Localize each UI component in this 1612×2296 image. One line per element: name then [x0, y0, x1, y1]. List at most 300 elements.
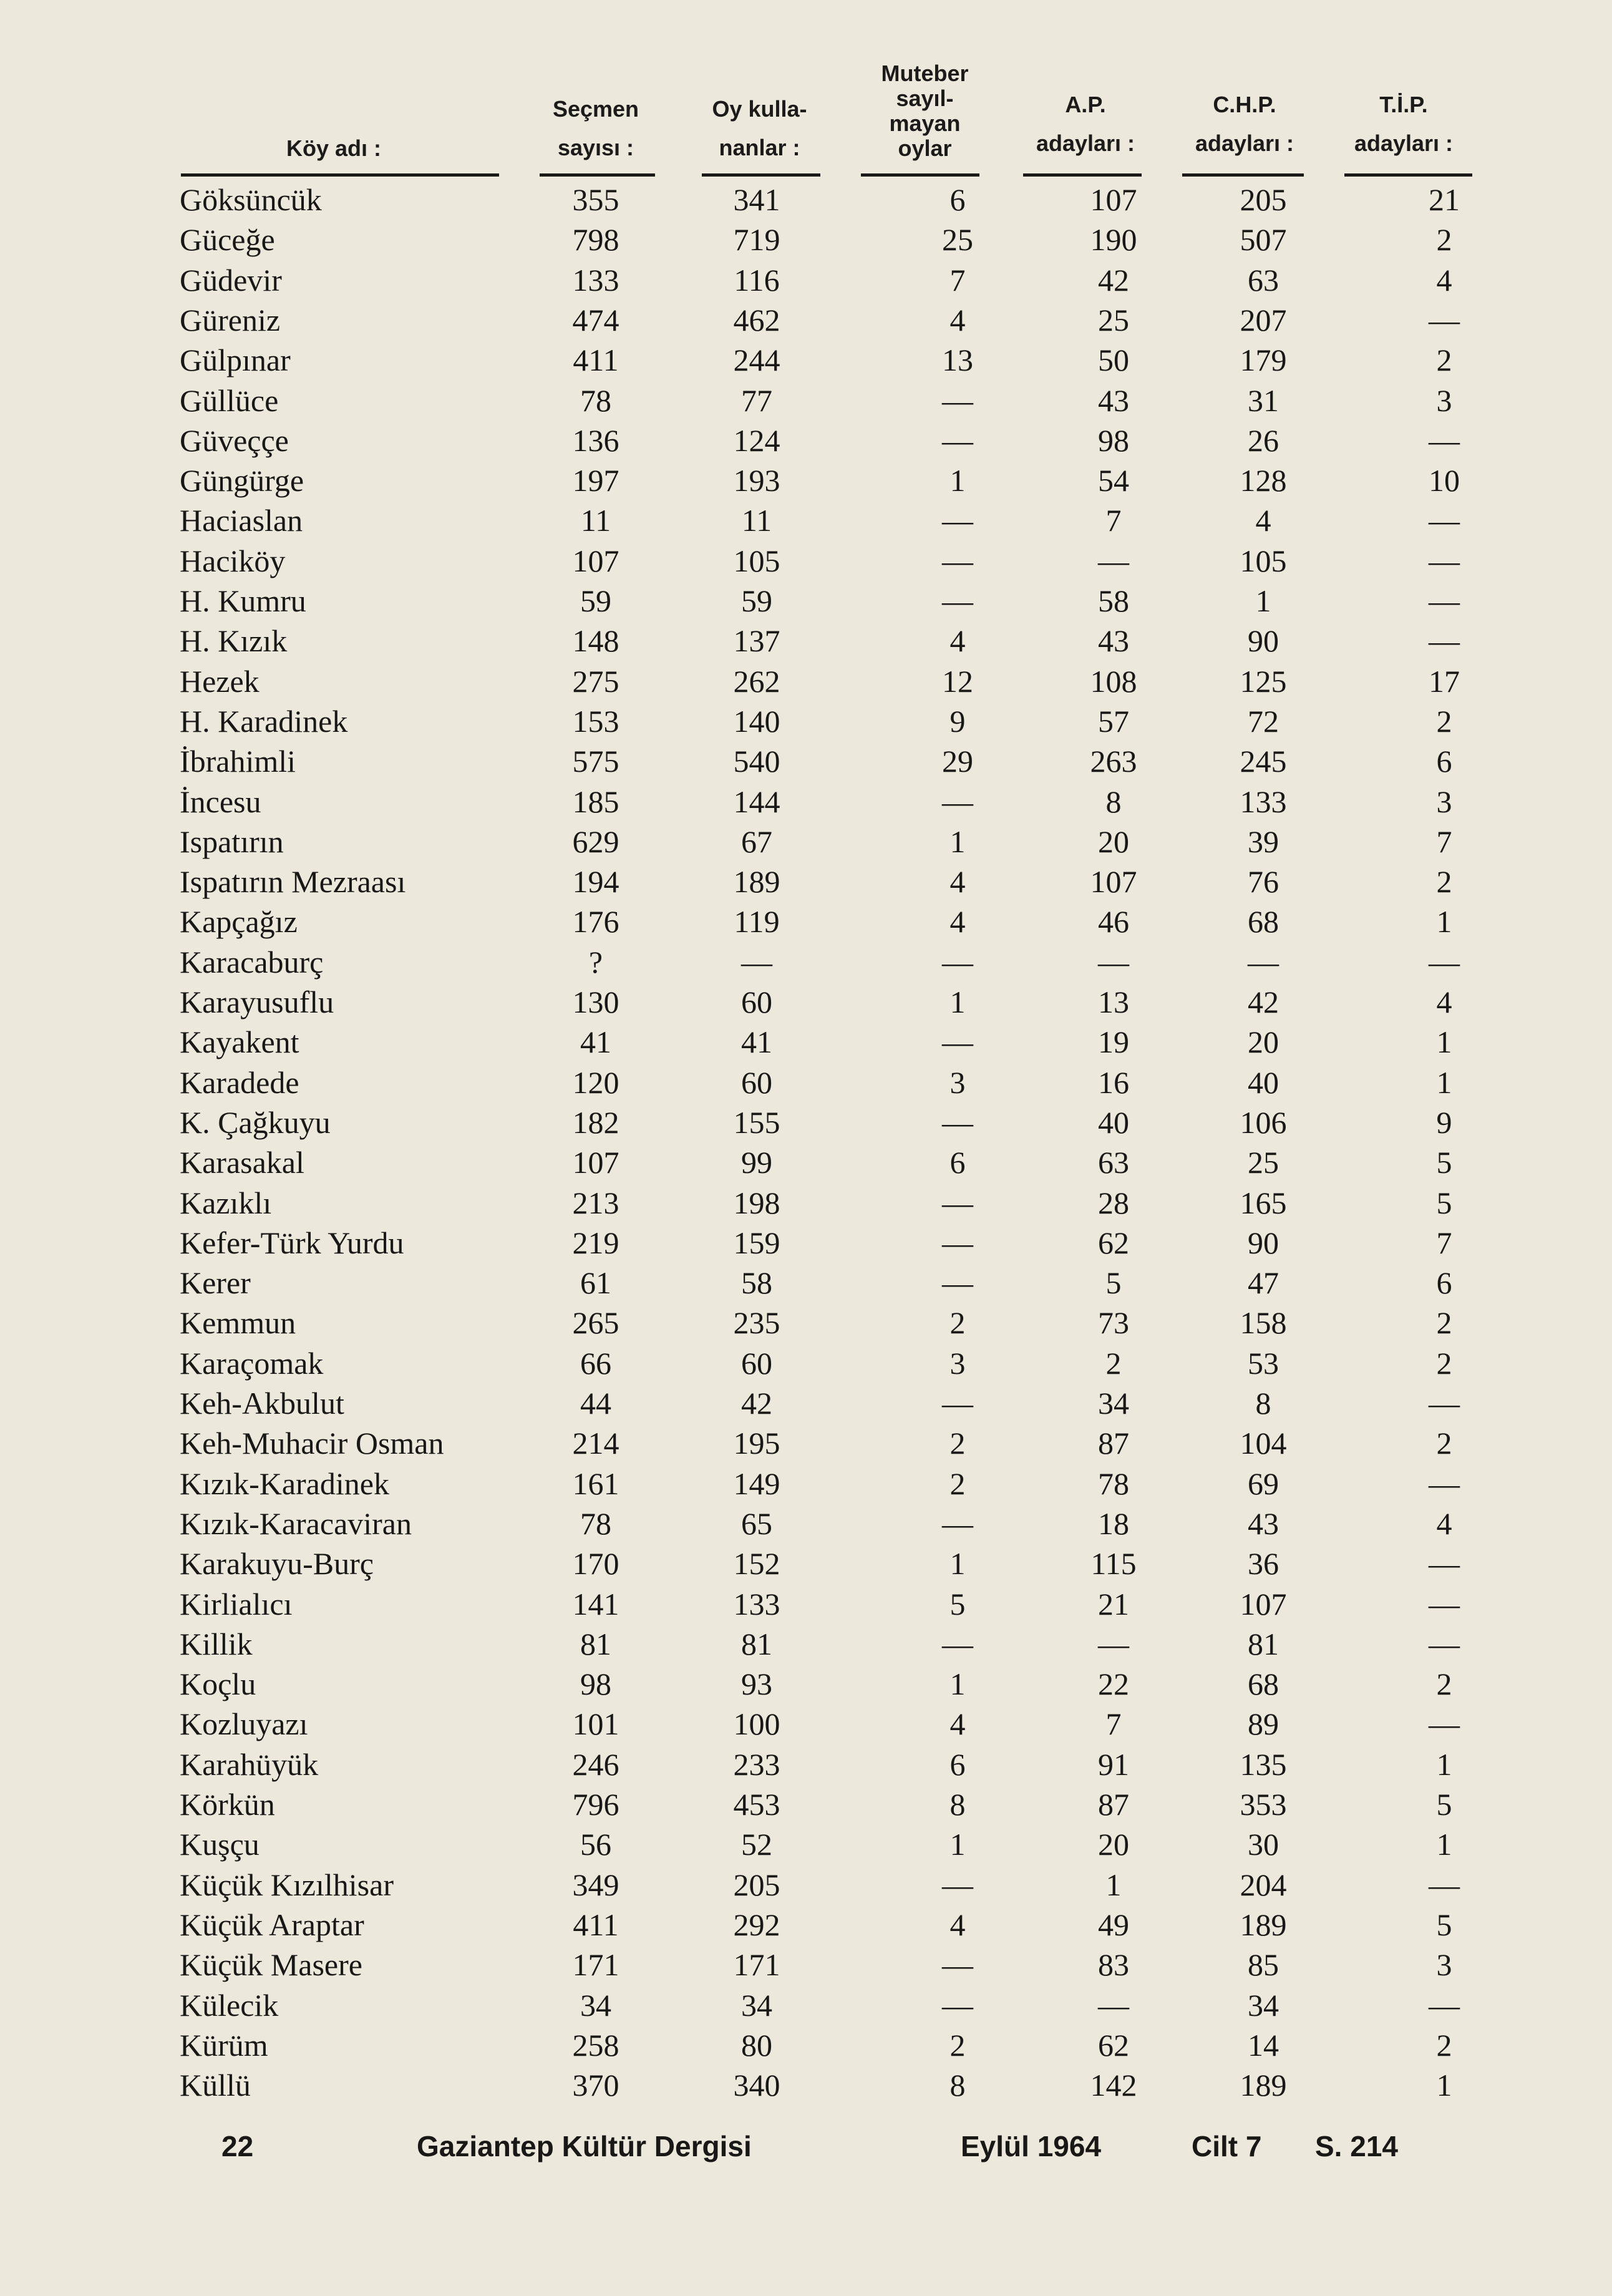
ap-votes: 5 [1105, 1265, 1122, 1301]
voted-count: 93 [741, 1666, 772, 1702]
village-name: Kefer-Türk Yurdu [180, 1225, 404, 1260]
volume-number: Cilt 7 [1192, 2130, 1262, 2162]
tip-votes: 4 [1436, 985, 1452, 1019]
chp-votes: 104 [1240, 1426, 1287, 1461]
voters-count: 78 [580, 1506, 611, 1541]
header-voters: Seçmen sayısı : [552, 96, 639, 160]
invalid-votes: — [942, 543, 973, 578]
tip-votes: — [1429, 302, 1460, 338]
voted-count: 193 [733, 463, 780, 499]
village-name: Ispatırın [180, 824, 284, 859]
voted-count: 58 [741, 1265, 772, 1301]
invalid-votes: — [942, 1024, 973, 1060]
chp-votes: 8 [1255, 1386, 1271, 1421]
voters-count: 355 [572, 182, 619, 217]
voted-count: 189 [733, 864, 780, 900]
table-row [0, 381, 1612, 421]
ap-votes: 16 [1098, 1064, 1129, 1100]
table-row [0, 1865, 1612, 1905]
voted-count: 60 [741, 985, 772, 1019]
voters-count: 258 [572, 2027, 619, 2063]
village-name: Güceğe [180, 222, 275, 258]
voted-count: 77 [741, 382, 772, 418]
chp-votes: 205 [1240, 182, 1287, 217]
voters-count: 78 [580, 382, 611, 418]
table-row [0, 1102, 1612, 1142]
ap-votes: 57 [1098, 703, 1129, 739]
invalid-votes: — [942, 944, 973, 980]
ap-votes: 115 [1090, 1546, 1137, 1582]
village-name: Külecik [180, 1987, 279, 2023]
voters-count: 161 [572, 1466, 619, 1501]
tip-votes: — [1429, 944, 1460, 980]
invalid-votes: 1 [949, 1827, 966, 1862]
chp-votes: 125 [1240, 663, 1287, 699]
table-row [0, 1584, 1612, 1624]
voted-count: 11 [741, 503, 772, 538]
table-row [0, 1664, 1612, 1704]
voted-count: 137 [733, 623, 780, 659]
table-row [0, 1945, 1612, 1985]
ap-votes: 108 [1090, 663, 1137, 699]
voted-count: 80 [741, 2027, 772, 2063]
issue-date: Eylül 1964 [961, 2130, 1102, 2162]
chp-votes: 81 [1248, 1626, 1279, 1661]
voted-count: 100 [733, 1706, 780, 1742]
tip-votes: 2 [1436, 1305, 1452, 1341]
chp-votes: 90 [1248, 1225, 1279, 1260]
voters-count: 349 [572, 1867, 619, 1902]
chp-votes: 85 [1248, 1947, 1279, 1983]
invalid-votes: 5 [949, 1586, 966, 1622]
tip-votes: 5 [1436, 1787, 1452, 1822]
voted-count: 159 [733, 1225, 780, 1260]
tip-votes: 6 [1436, 744, 1452, 779]
tip-votes: — [1429, 503, 1460, 538]
village-name: Karaçomak [180, 1345, 324, 1381]
journal-name: Gaziantep Kültür Dergisi [417, 2130, 752, 2162]
tip-votes: — [1429, 1546, 1460, 1582]
table-row [0, 1343, 1612, 1383]
table-row [0, 541, 1612, 581]
village-name: Kürüm [180, 2027, 268, 2063]
voted-count: 81 [741, 1626, 772, 1661]
header-rule-tip [1344, 173, 1472, 177]
header-village: Köy adı : [286, 135, 381, 161]
table-row [0, 1142, 1612, 1182]
ap-votes: 1 [1105, 1867, 1122, 1902]
voters-count: 59 [580, 583, 611, 618]
tip-votes: 3 [1436, 382, 1452, 418]
chp-votes: 165 [1240, 1185, 1287, 1220]
voted-count: 133 [733, 1586, 780, 1622]
village-name: Karahüyük [180, 1746, 319, 1782]
village-name: Kozluyazı [180, 1706, 308, 1742]
table-row [0, 1624, 1612, 1664]
voters-count: 136 [572, 422, 619, 458]
invalid-votes: 6 [949, 1746, 966, 1782]
voted-count: 198 [733, 1185, 780, 1220]
table-row [0, 1704, 1612, 1744]
table-row [0, 1905, 1612, 1945]
ap-votes: 8 [1105, 784, 1122, 819]
tip-votes: 1 [1436, 1024, 1452, 1060]
voters-count: 107 [572, 543, 619, 578]
tip-votes: — [1429, 583, 1460, 618]
voted-count: 462 [733, 302, 780, 338]
invalid-votes: 13 [942, 343, 973, 378]
table-row [0, 1263, 1612, 1303]
voters-count: 213 [572, 1185, 619, 1220]
header-tip: T.İ.P. adayları : [1354, 92, 1454, 156]
voters-count: 66 [580, 1345, 611, 1381]
invalid-votes: 1 [949, 985, 966, 1019]
table-row [0, 942, 1612, 982]
invalid-votes: 2 [949, 1426, 966, 1461]
ap-votes: 7 [1105, 1706, 1122, 1742]
ap-votes: 107 [1090, 182, 1137, 217]
voters-count: 411 [573, 343, 619, 378]
ap-votes: 190 [1090, 222, 1137, 258]
tip-votes: — [1429, 543, 1460, 578]
voted-count: 453 [733, 1787, 780, 1822]
village-name: H. Kızık [180, 623, 288, 659]
ap-votes: 42 [1098, 262, 1129, 298]
village-name: Kayakent [180, 1024, 299, 1060]
village-name: Karacaburç [180, 944, 324, 980]
chp-votes: 39 [1248, 824, 1279, 859]
tip-votes: — [1429, 1586, 1460, 1622]
table-row [0, 2025, 1612, 2065]
tip-votes: — [1429, 1867, 1460, 1902]
village-name: Güllüce [180, 382, 279, 418]
village-name: Karakuyu-Burç [180, 1546, 374, 1582]
village-name: Keh-Muhacir Osman [180, 1426, 444, 1461]
voted-count: 235 [733, 1305, 780, 1341]
chp-votes: 63 [1248, 262, 1279, 298]
voters-count: 275 [572, 663, 619, 699]
invalid-votes: — [942, 1265, 973, 1301]
tip-votes: 1 [1436, 2068, 1452, 2103]
voters-count: 44 [580, 1386, 611, 1421]
table-row [0, 1423, 1612, 1463]
table-row [0, 500, 1612, 540]
table-row [0, 260, 1612, 300]
village-name: K. Çağkuyu [180, 1104, 331, 1140]
table-row [0, 2065, 1612, 2105]
village-name: Küçük Kızılhisar [180, 1867, 394, 1902]
ap-votes: 46 [1098, 904, 1129, 940]
chp-votes: 36 [1248, 1546, 1279, 1582]
table-row [0, 1504, 1612, 1544]
voted-count: 144 [733, 784, 780, 819]
invalid-votes: — [942, 1386, 973, 1421]
ap-votes: — [1098, 543, 1129, 578]
village-name: Haciaslan [180, 503, 303, 538]
table-row [0, 701, 1612, 741]
header-ap: A.P. adayları : [1036, 92, 1135, 156]
voters-count: 148 [572, 623, 619, 659]
invalid-votes: 12 [942, 663, 973, 699]
voters-count: 81 [580, 1626, 611, 1661]
voted-count: 171 [733, 1947, 780, 1983]
village-name: Körkün [180, 1787, 275, 1822]
table-row [0, 421, 1612, 460]
ap-votes: 13 [1098, 985, 1129, 1019]
chp-votes: 133 [1240, 784, 1287, 819]
page-number: 22 [221, 2130, 254, 2162]
table-row [0, 1022, 1612, 1062]
village-name: İbrahimli [180, 744, 296, 779]
tip-votes: — [1429, 422, 1460, 458]
chp-votes: 135 [1240, 1746, 1287, 1782]
ap-votes: 19 [1098, 1024, 1129, 1060]
voters-count: 194 [572, 864, 619, 900]
table-row [0, 1183, 1612, 1223]
ap-votes: 20 [1098, 1827, 1129, 1862]
header-rule-ap [1023, 173, 1142, 177]
table-row [0, 300, 1612, 340]
table-row [0, 1544, 1612, 1583]
tip-votes: 2 [1436, 343, 1452, 378]
table-row [0, 621, 1612, 661]
voters-count: 575 [572, 744, 619, 779]
voters-count: 141 [572, 1586, 619, 1622]
invalid-votes: 7 [949, 262, 966, 298]
tip-votes: 17 [1429, 663, 1460, 699]
table-row [0, 1985, 1612, 2025]
invalid-votes: 1 [949, 1666, 966, 1702]
chp-votes: — [1248, 944, 1279, 980]
chp-votes: 507 [1240, 222, 1287, 258]
voted-count: 719 [733, 222, 780, 258]
invalid-votes: 2 [949, 2027, 966, 2063]
village-name: Koçlu [180, 1666, 256, 1702]
header-rule-chp [1182, 173, 1304, 177]
village-name: Killik [180, 1626, 253, 1661]
chp-votes: 26 [1248, 422, 1279, 458]
voters-count: 101 [572, 1706, 619, 1742]
voted-count: 244 [733, 343, 780, 378]
table-row [0, 741, 1612, 781]
tip-votes: 3 [1436, 784, 1452, 819]
ap-votes: 78 [1098, 1466, 1129, 1501]
page-footer [0, 2128, 1612, 2165]
invalid-votes: 2 [949, 1466, 966, 1501]
chp-votes: 42 [1248, 985, 1279, 1019]
voters-count: 130 [572, 985, 619, 1019]
table-row [0, 1303, 1612, 1343]
voters-count: 56 [580, 1827, 611, 1862]
voters-count: 171 [572, 1947, 619, 1983]
tip-votes: 3 [1436, 1947, 1452, 1983]
ap-votes: — [1098, 944, 1129, 980]
invalid-votes: — [942, 1867, 973, 1902]
tip-votes: 2 [1436, 703, 1452, 739]
chp-votes: 14 [1248, 2027, 1279, 2063]
voted-count: 65 [741, 1506, 772, 1541]
chp-votes: 179 [1240, 343, 1287, 378]
ap-votes: 63 [1098, 1145, 1129, 1180]
invalid-votes: 2 [949, 1305, 966, 1341]
ap-votes: 43 [1098, 623, 1129, 659]
village-name: Karayusuflu [180, 985, 334, 1019]
table-row [0, 902, 1612, 941]
voted-count: 41 [741, 1024, 772, 1060]
invalid-votes: 1 [949, 463, 966, 499]
invalid-votes: — [942, 1185, 973, 1220]
ap-votes: 34 [1098, 1386, 1129, 1421]
invalid-votes: 4 [949, 302, 966, 338]
voters-count: 176 [572, 904, 619, 940]
chp-votes: 105 [1240, 543, 1287, 578]
voters-count: 411 [573, 1907, 619, 1942]
table-row [0, 1744, 1612, 1784]
village-name: İncesu [180, 784, 261, 819]
voted-count: 152 [733, 1546, 780, 1582]
ap-votes: 22 [1098, 1666, 1129, 1702]
invalid-votes: — [942, 382, 973, 418]
voted-count: 205 [733, 1867, 780, 1902]
voted-count: — [741, 944, 772, 980]
voters-count: 153 [572, 703, 619, 739]
voters-count: 182 [572, 1104, 619, 1140]
voted-count: 42 [741, 1386, 772, 1421]
voted-count: 59 [741, 583, 772, 618]
chp-votes: 25 [1248, 1145, 1279, 1180]
table-row [0, 661, 1612, 701]
tip-votes: 9 [1436, 1104, 1452, 1140]
invalid-votes: — [942, 784, 973, 819]
tip-votes: 1 [1436, 904, 1452, 940]
header-rule-voters [540, 173, 655, 177]
chp-votes: 34 [1248, 1987, 1279, 2023]
table-row [0, 180, 1612, 220]
voted-count: 340 [733, 2068, 780, 2103]
ap-votes: 54 [1098, 463, 1129, 499]
chp-votes: 68 [1248, 1666, 1279, 1702]
ap-votes: 28 [1098, 1185, 1129, 1220]
invalid-votes: 6 [949, 182, 966, 217]
village-name: Kızık-Karadinek [180, 1466, 389, 1501]
table-row [0, 1063, 1612, 1102]
table-row [0, 340, 1612, 380]
voted-count: 341 [733, 182, 780, 217]
tip-votes: — [1429, 1987, 1460, 2023]
chp-votes: 189 [1240, 2068, 1287, 2103]
ap-votes: 43 [1098, 382, 1129, 418]
voted-count: 105 [733, 543, 780, 578]
voted-count: 149 [733, 1466, 780, 1501]
voted-count: 34 [741, 1987, 772, 2023]
chp-votes: 53 [1248, 1345, 1279, 1381]
tip-votes: 7 [1436, 1225, 1452, 1260]
chp-votes: 47 [1248, 1265, 1279, 1301]
issue-number: S. 214 [1315, 2130, 1398, 2162]
ap-votes: 2 [1105, 1345, 1122, 1381]
table-row [0, 1223, 1612, 1263]
voters-count: 629 [572, 824, 619, 859]
voted-count: 60 [741, 1064, 772, 1100]
voted-count: 262 [733, 663, 780, 699]
chp-votes: 31 [1248, 382, 1279, 418]
table-row [0, 822, 1612, 862]
chp-votes: 4 [1255, 503, 1271, 538]
invalid-votes: 4 [949, 1907, 966, 1942]
invalid-votes: 4 [949, 904, 966, 940]
chp-votes: 128 [1240, 463, 1287, 499]
ap-votes: 50 [1098, 343, 1129, 378]
ap-votes: 58 [1098, 583, 1129, 618]
voters-count: 34 [580, 1987, 611, 2023]
invalid-votes: 1 [949, 1546, 966, 1582]
invalid-votes: 9 [949, 703, 966, 739]
invalid-votes: 29 [942, 744, 973, 779]
table-row [0, 1824, 1612, 1864]
tip-votes: — [1429, 1626, 1460, 1661]
village-name: Kirlialıcı [180, 1586, 293, 1622]
voters-count: ? [588, 944, 603, 980]
voters-count: 98 [580, 1666, 611, 1702]
voters-count: 796 [572, 1787, 619, 1822]
voted-count: 99 [741, 1145, 772, 1180]
voters-count: 11 [580, 503, 611, 538]
village-name: H. Karadinek [180, 703, 348, 739]
village-name: Güdevir [180, 262, 282, 298]
chp-votes: 76 [1248, 864, 1279, 900]
village-name: Güveççe [180, 422, 289, 458]
ap-votes: 263 [1090, 744, 1137, 779]
ap-votes: 25 [1098, 302, 1129, 338]
tip-votes: 2 [1436, 1345, 1452, 1381]
tip-votes: — [1429, 1466, 1460, 1501]
tip-votes: 2 [1436, 222, 1452, 258]
voters-count: 133 [572, 262, 619, 298]
voters-count: 41 [580, 1024, 611, 1060]
tip-votes: 2 [1436, 1666, 1452, 1702]
invalid-votes: — [942, 503, 973, 538]
ap-votes: — [1098, 1626, 1129, 1661]
voted-count: 195 [733, 1426, 780, 1461]
tip-votes: 4 [1436, 262, 1452, 298]
tip-votes: 10 [1429, 463, 1460, 499]
village-name: Keh-Akbulut [180, 1386, 344, 1421]
voters-count: 120 [572, 1064, 619, 1100]
header-rule-village [181, 173, 499, 177]
village-name: Göksüncük [180, 182, 322, 217]
voted-count: 116 [734, 262, 780, 298]
village-name: Küçük Masere [180, 1947, 362, 1983]
ap-votes: 20 [1098, 824, 1129, 859]
voters-count: 370 [572, 2068, 619, 2103]
chp-votes: 158 [1240, 1305, 1287, 1341]
tip-votes: 1 [1436, 1827, 1452, 1862]
tip-votes: 5 [1436, 1185, 1452, 1220]
voted-count: 155 [733, 1104, 780, 1140]
chp-votes: 245 [1240, 744, 1287, 779]
table-row [0, 220, 1612, 260]
voters-count: 219 [572, 1225, 619, 1260]
ap-votes: 21 [1098, 1586, 1129, 1622]
voters-count: 197 [572, 463, 619, 499]
tip-votes: 5 [1436, 1145, 1452, 1180]
voters-count: 798 [572, 222, 619, 258]
village-name: Güngürge [180, 463, 304, 499]
invalid-votes: 3 [949, 1064, 966, 1100]
chp-votes: 43 [1248, 1506, 1279, 1541]
tip-votes: 6 [1436, 1265, 1452, 1301]
tip-votes: 5 [1436, 1907, 1452, 1942]
